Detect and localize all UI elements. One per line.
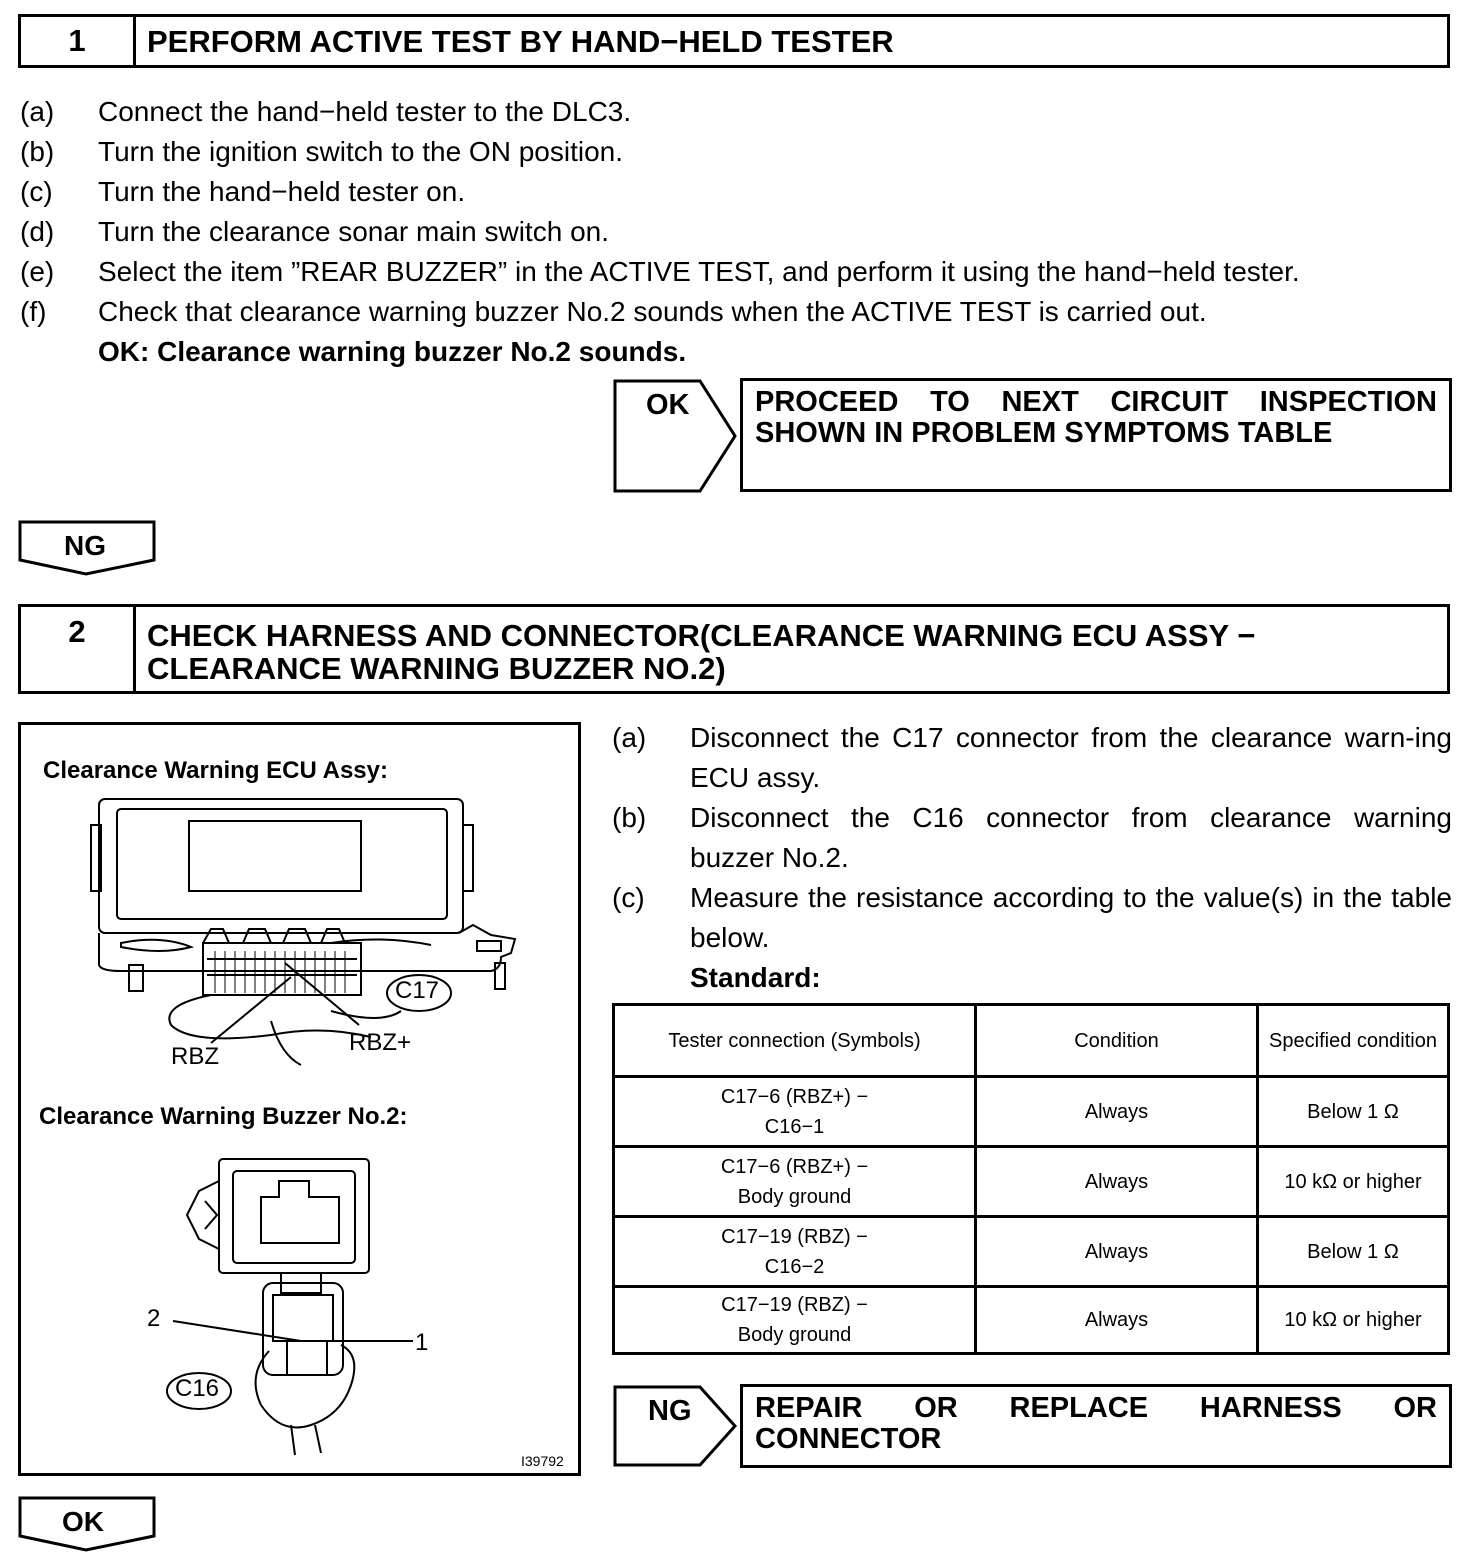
rbz-plus-label: RBZ+ bbox=[349, 1029, 412, 1056]
cell-tester-connection: C17−19 (RBZ) − C16−2 bbox=[614, 1217, 976, 1287]
cell-tester-connection: C17−6 (RBZ+) − Body ground bbox=[614, 1147, 976, 1217]
step-2-item-a: (a) Disconnect the C17 connector from the clearance warn-ing ECU assy. bbox=[612, 722, 1452, 793]
figure-id: I39792 bbox=[521, 1453, 564, 1469]
ok-down-arrow-tag bbox=[18, 1496, 156, 1552]
c17-label: C17 bbox=[395, 977, 440, 1004]
cell-condition: Always bbox=[976, 1147, 1258, 1217]
ecu-label: Clearance Warning ECU Assy: bbox=[43, 757, 388, 784]
ok-arrow-tag bbox=[612, 378, 740, 494]
step-2-number: 2 bbox=[21, 607, 136, 691]
ng-down-arrow-tag bbox=[18, 520, 156, 576]
header-condition: Condition bbox=[976, 1005, 1258, 1077]
ok-arrow-tag-label: OK bbox=[646, 389, 690, 421]
cell-specified-condition: Below 1 Ω bbox=[1258, 1077, 1449, 1147]
header-tester-connection: Tester connection (Symbols) bbox=[614, 1005, 976, 1077]
cell-condition: Always bbox=[976, 1217, 1258, 1287]
pin-1-label: 1 bbox=[415, 1329, 429, 1356]
standard-label: Standard: bbox=[690, 962, 821, 993]
step-1-number: 1 bbox=[21, 17, 136, 65]
connector-figure bbox=[18, 722, 581, 1476]
table-header-row bbox=[614, 1005, 1449, 1077]
ok-result-line-1: PROCEED TO NEXT CIRCUIT INSPECTION bbox=[755, 386, 1437, 418]
step-1-header bbox=[18, 14, 1450, 68]
c16-label: C16 bbox=[175, 1375, 220, 1402]
ecu-drawing bbox=[21, 725, 578, 1473]
step-2-instructions bbox=[612, 718, 1452, 998]
step-2-title-line-1: CHECK HARNESS AND CONNECTOR(CLEARANCE WARNING ECU ASSY − bbox=[147, 618, 1256, 653]
ok-result-line-2: SHOWN IN PROBLEM SYMPTOMS TABLE bbox=[755, 417, 1333, 449]
step-2-item-c: (c) Measure the resistance according to the value(s) in the table below. bbox=[612, 882, 1452, 953]
table-row bbox=[614, 1147, 1449, 1217]
ok-down-arrow-label: OK bbox=[62, 1506, 104, 1537]
rbz-label: RBZ bbox=[171, 1043, 219, 1070]
cell-condition: Always bbox=[976, 1287, 1258, 1354]
cell-specified-condition: 10 kΩ or higher bbox=[1258, 1147, 1449, 1217]
ng-result-box bbox=[740, 1384, 1452, 1468]
step-2-title bbox=[147, 619, 1437, 685]
cell-tester-connection: C17−19 (RBZ) − Body ground bbox=[614, 1287, 976, 1354]
pin-2-label: 2 bbox=[147, 1305, 161, 1332]
spec-table bbox=[612, 1003, 1450, 1355]
table-row bbox=[614, 1077, 1449, 1147]
cell-specified-condition: Below 1 Ω bbox=[1258, 1217, 1449, 1287]
table-row bbox=[614, 1287, 1449, 1354]
ok-result-box bbox=[740, 378, 1452, 492]
table-row bbox=[614, 1217, 1449, 1287]
cell-condition: Always bbox=[976, 1077, 1258, 1147]
header-specified-condition: Specified condition bbox=[1258, 1005, 1449, 1077]
step-2-title-line-2: CLEARANCE WARNING BUZZER NO.2) bbox=[147, 651, 726, 686]
cell-tester-connection: C17−6 (RBZ+) − C16−1 bbox=[614, 1077, 976, 1147]
ng-arrow-tag-label: NG bbox=[648, 1395, 692, 1427]
ng-arrow-tag bbox=[612, 1384, 740, 1468]
step-1-title: PERFORM ACTIVE TEST BY HAND−HELD TESTER bbox=[147, 24, 894, 59]
ng-result-line-1: REPAIR OR REPLACE HARNESS OR bbox=[755, 1392, 1437, 1424]
step-2-header bbox=[18, 604, 1450, 694]
buzzer-label: Clearance Warning Buzzer No.2: bbox=[39, 1103, 408, 1130]
step-2-item-b: (b) Disconnect the C16 connector from clearance warning buzzer No.2. bbox=[612, 802, 1452, 873]
ng-down-arrow-label: NG bbox=[64, 530, 106, 561]
cell-specified-condition: 10 kΩ or higher bbox=[1258, 1287, 1449, 1354]
ng-result-line-2: CONNECTOR bbox=[755, 1423, 942, 1455]
